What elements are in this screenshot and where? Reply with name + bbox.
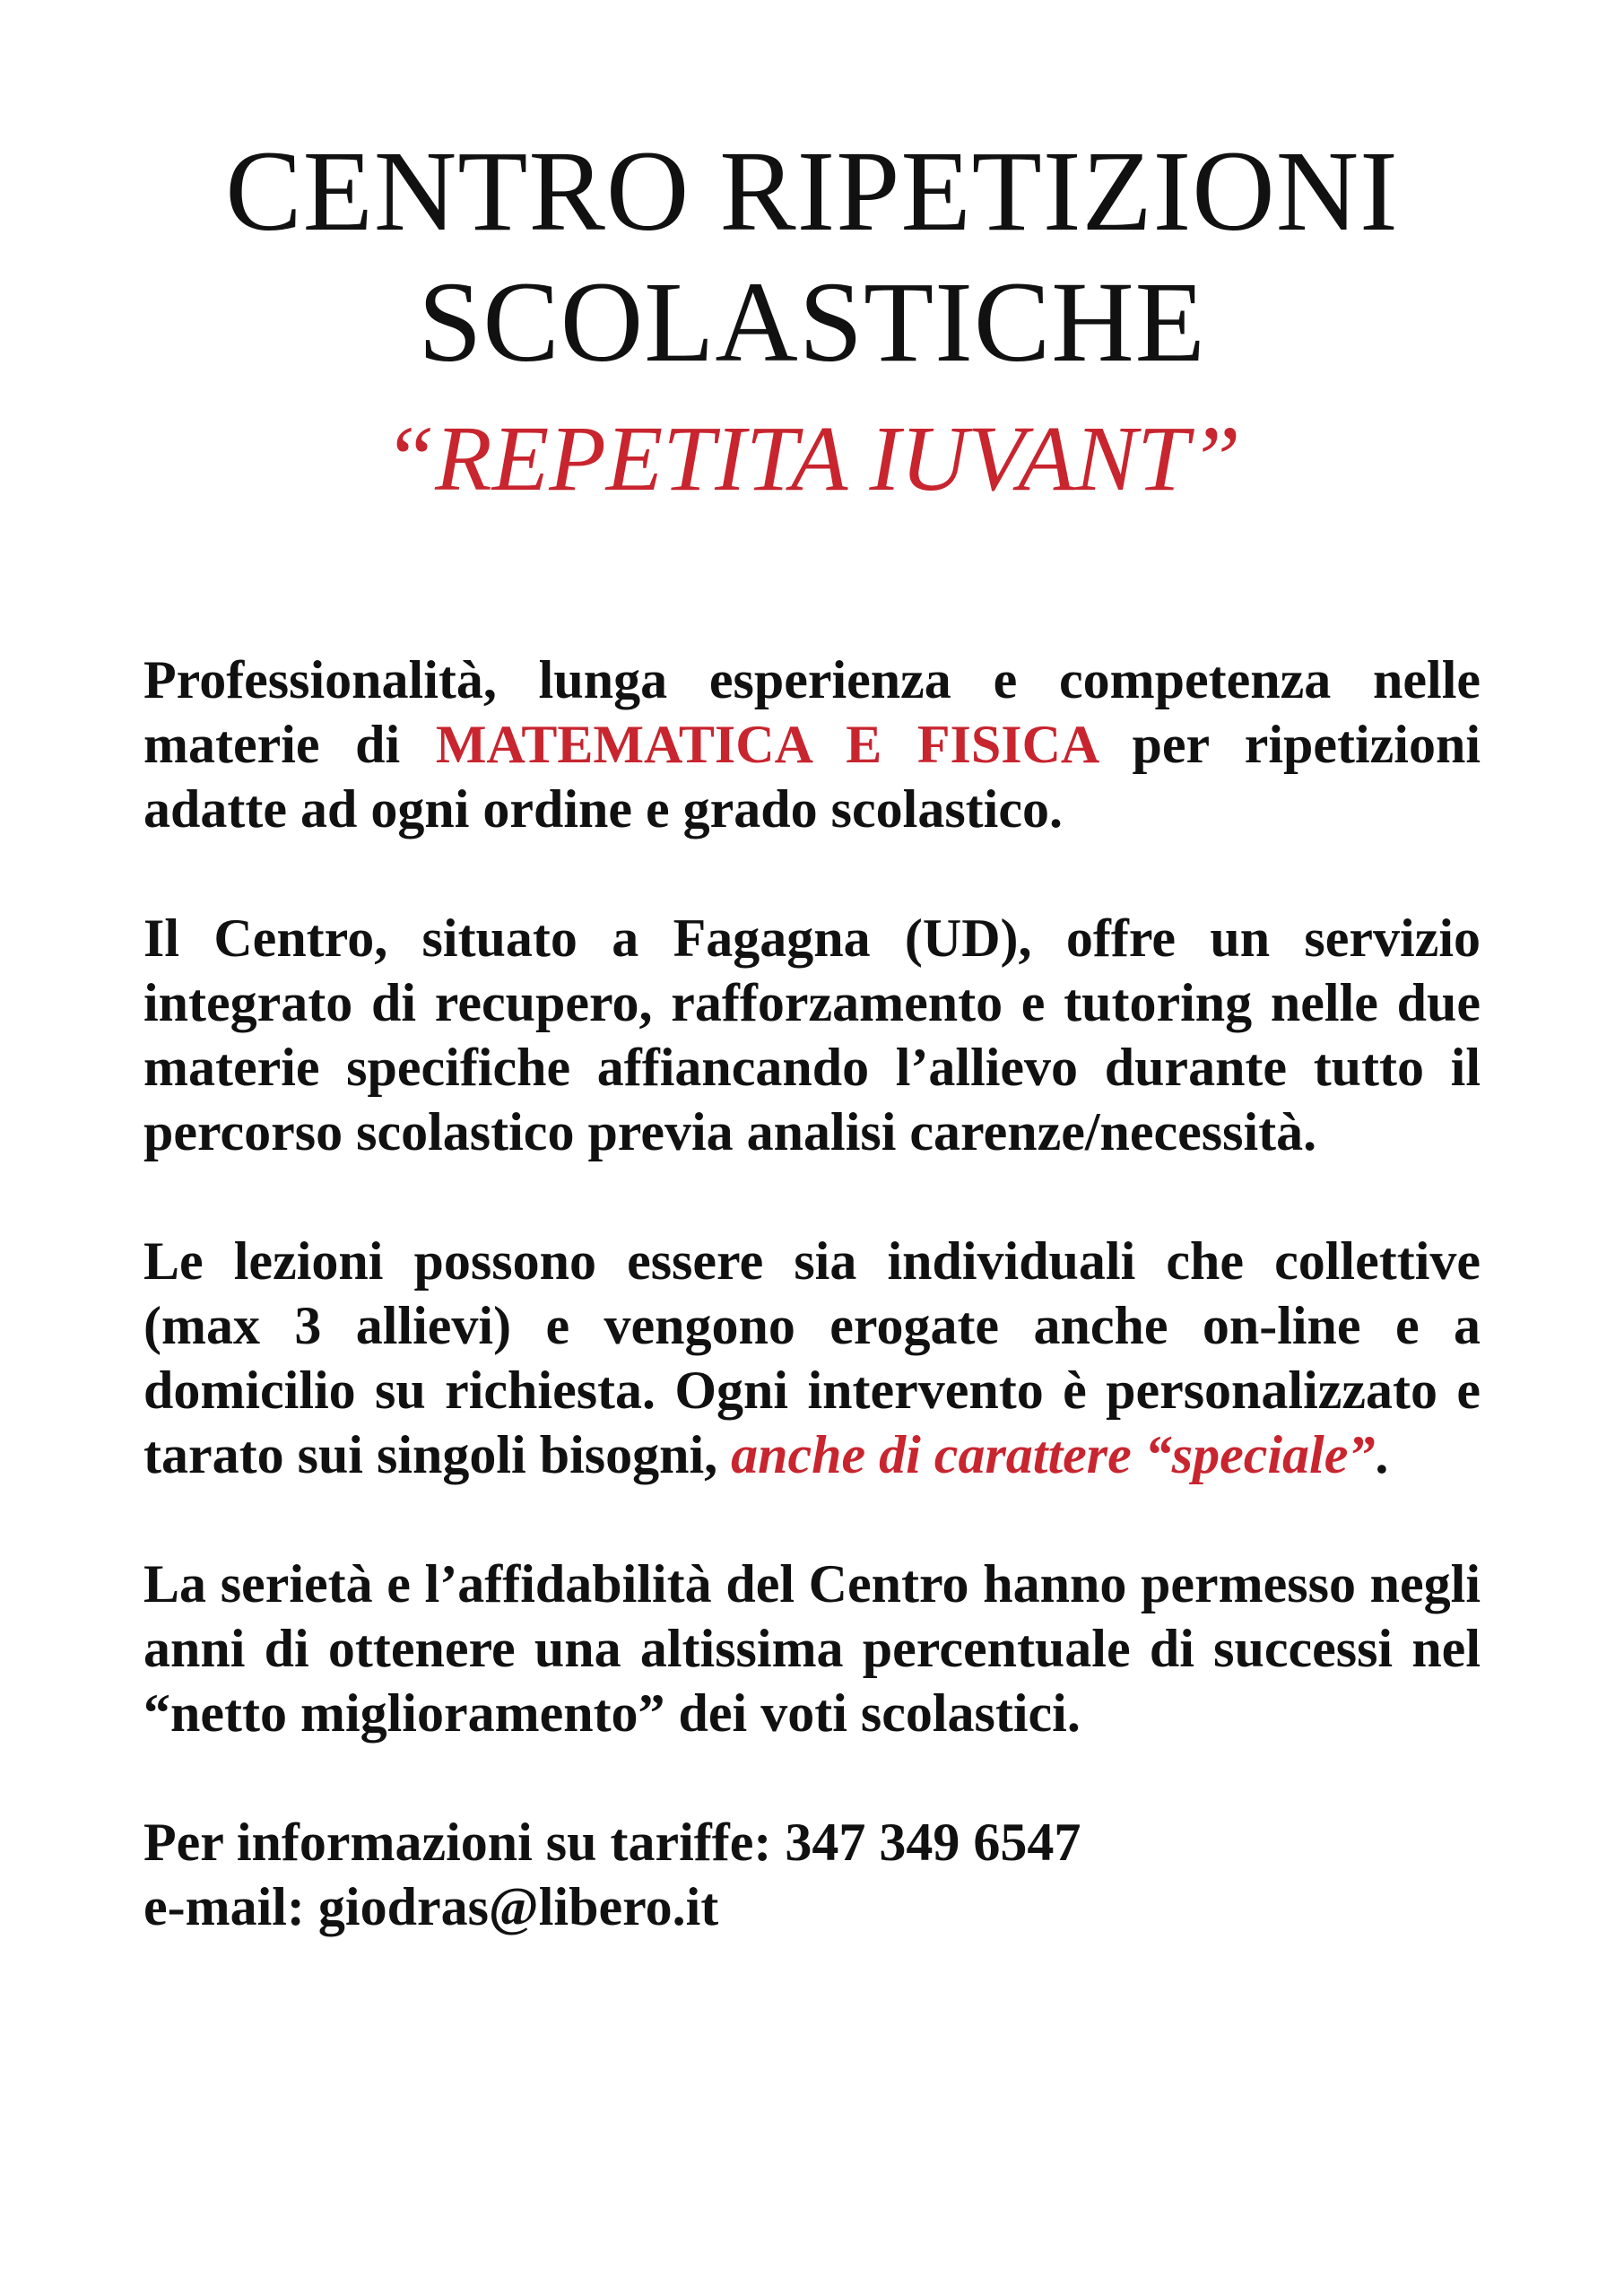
title-line-2: SCOLASTICHE bbox=[418, 258, 1206, 386]
page-title bbox=[143, 0, 1481, 387]
paragraph-lessons bbox=[143, 1229, 1481, 1487]
paragraph-intro bbox=[143, 648, 1481, 841]
paragraph-intro-text-2: per ripetizioni adatte ad ogni ordine e grado scolastico. bbox=[143, 715, 1481, 839]
paragraph-lessons-text-1: Le lezioni possono essere sia individuali che collettive (max 3 allievi) e vengono erogate anche on-line e a domicilio su richiesta. Ogni intervento è personalizzato e tarato sui singoli bisogni, bbox=[143, 1231, 1481, 1484]
paragraph-intro-text-1: Professionalità, lunga esperienza e competenza nelle materie di bbox=[143, 650, 1481, 774]
subjects-highlight: MATEMATICA E FISICA bbox=[435, 715, 1097, 774]
contact-phone: Per informazioni su tariffe: 347 349 6547 bbox=[143, 1813, 1081, 1872]
contact-email: e-mail: giodras@libero.it bbox=[143, 1877, 719, 1936]
special-highlight: anche di carattere “speciale” bbox=[731, 1425, 1376, 1484]
paragraph-lessons-text-2: . bbox=[1375, 1425, 1389, 1484]
contact-info bbox=[143, 1810, 1481, 1939]
flyer-body bbox=[143, 648, 1481, 1939]
title-line-1: CENTRO RIPETIZIONI bbox=[225, 127, 1399, 255]
paragraph-center: Il Centro, situato a Fagagna (UD), offre un servizio integrato di recupero, rafforzamento e tutoring nelle due materie specifiche affiancando l’allievo durante tutto il percorso scolastico previa analisi carenze/necessità. bbox=[143, 909, 1481, 1161]
motto: “REPETITA IUVANT” bbox=[383, 407, 1241, 510]
paragraph-reliability: La serietà e l’affidabilità del Centro hanno permesso negli anni di ottenere una altissima percentuale di successi nel “netto miglioramento” dei voti scolastici. bbox=[143, 1554, 1481, 1743]
